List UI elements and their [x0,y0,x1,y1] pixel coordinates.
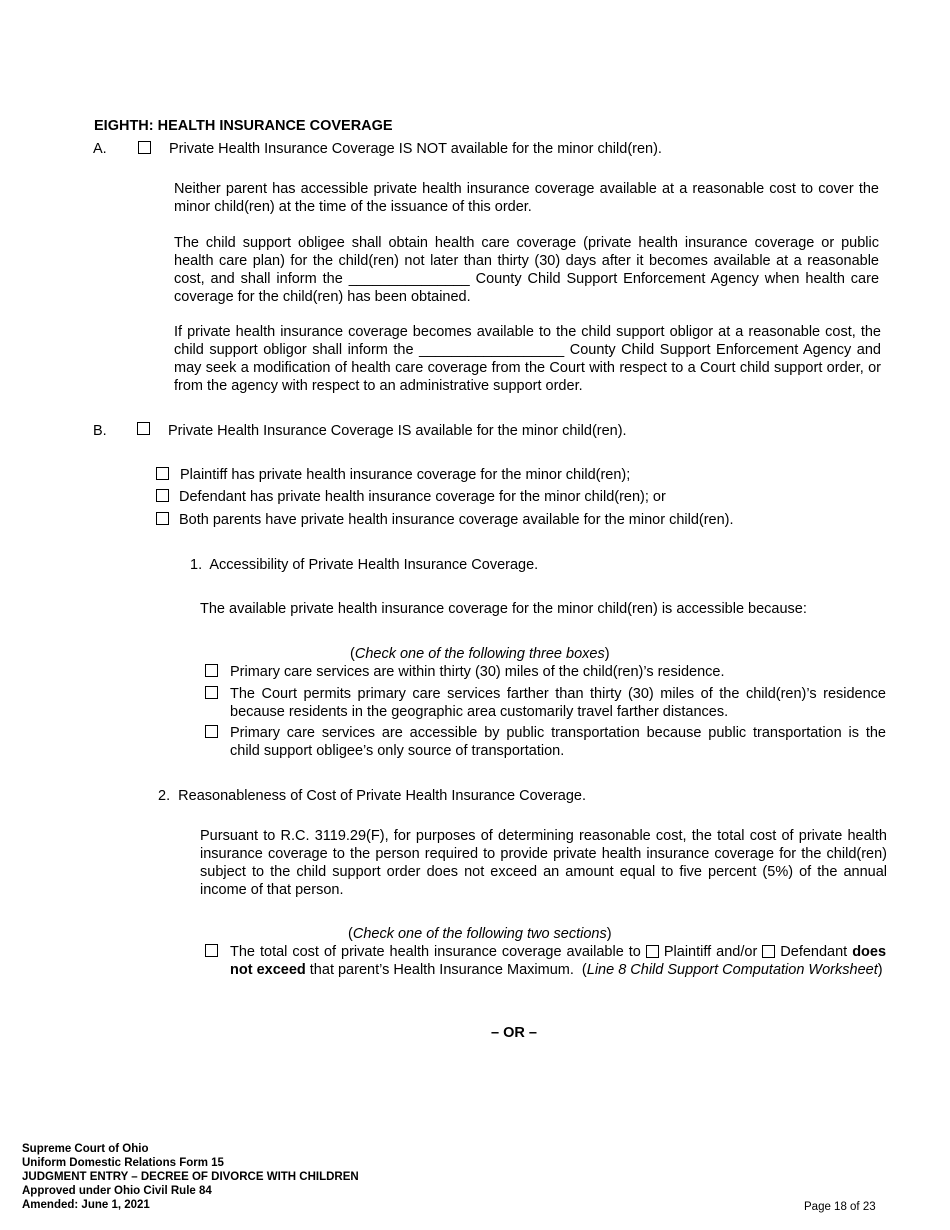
item-1-heading [190,556,538,574]
item-2-para: Pursuant to R.C. 3119.29(F), for purposes of determining reasonable cost, the total cost of private health insurance coverage to the person required to provide private health insurance coverage for the child(ren) subject to the child support order does not exceed an amount equal to five percent (5%) of the annual income of that person. [200,828,887,898]
part-b-label: Private Health Insurance Coverage IS available for the minor child(ren). [168,423,627,439]
part-a-para-2-text-post: County Child Support Enforcement Agency when health care coverage for the child(ren) has been obtained. [174,271,880,305]
part-a-para-3-text-post: County Child Support Enforcement Agency and may seek a modification of health care coverage from the Court with respect to a Court child support order, or from the agency with respect to an administrative support order. [174,342,881,394]
accessibility-choice-2-label: The Court permits primary care services farther than thirty (30) miles of the child(ren)’s residence because residents in the geographic area customarily travel farther distances. [230,686,886,720]
defendant-coverage-label: Defendant has private health insurance coverage for the minor child(ren); or [179,489,666,505]
accessibility-choice-2-checkbox[interactable] [205,686,218,699]
part-a-para-1: Neither parent has accessible private health insurance coverage available at a reasonable cost to cover the minor child(ren) at the time of the issuance of this order. [174,181,879,215]
cost-choice-text-pre: The total cost of private health insurance coverage available to [230,944,641,960]
part-a-label: Private Health Insurance Coverage IS NOT available for the minor child(ren). [169,141,662,157]
cost-bold-text: does not exceed [230,944,887,978]
accessibility-choice-1-checkbox[interactable] [205,664,218,677]
part-b-letter: B. [93,423,107,439]
item-1-instruction: (Check one of the following three boxes) [350,646,610,662]
footer-line-4: Approved under Ohio Civil Rule 84 [22,1185,212,1197]
footer-line-2: Uniform Domestic Relations Form 15 [22,1157,224,1169]
part-a-para-3 [174,323,881,395]
county-blank-2[interactable]: __________________ [419,342,565,358]
part-a-checkbox[interactable] [138,141,151,154]
page-number: Page 18 of 23 [804,1201,876,1213]
item-2-instruction-text: Check one of the following two sections [352,926,607,942]
part-b-checkbox[interactable] [137,422,150,435]
cost-plaintiff-label: Plaintiff and/or [663,944,758,960]
footer-line-3: JUDGMENT ENTRY – DECREE OF DIVORCE WITH CHILDREN [22,1171,359,1183]
both-parents-coverage-checkbox[interactable] [156,512,169,525]
part-a-para-3-text-pre: If private health insurance coverage becomes available to the child support obligor at a reasonable cost, the child support obligor shall inform the [174,324,881,358]
cost-defendant-label: Defendant [780,944,848,960]
cost-choice-checkbox[interactable] [205,944,218,957]
part-a-para-2-text-pre: The child support obligee shall obtain health care coverage (private health insurance coverage or public health care plan) for the child(ren) not later than thirty (30) days after it becomes available at a reasonable cost, and shall inform the [174,235,879,287]
plaintiff-coverage-checkbox[interactable] [156,467,169,480]
part-a-para-2 [174,234,879,306]
cost-choice-reference: Line 8 Child Support Computation Worksheet [586,962,878,978]
plaintiff-coverage-label: Plaintiff has private health insurance coverage for the minor child(ren); [180,467,631,483]
cost-choice-text-mid: that parent’s Health Insurance Maximum. [309,962,574,978]
both-parents-coverage-label: Both parents have private health insurance coverage available for the minor child(ren). [179,512,734,528]
defendant-coverage-checkbox[interactable] [156,489,169,502]
part-a-letter: A. [93,141,107,157]
item-1-title: Accessibility of Private Health Insurance Coverage. [209,557,539,573]
accessibility-choice-1-label: Primary care services are within thirty (30) miles of the child(ren)’s residence. [230,664,725,680]
cost-plaintiff-checkbox[interactable] [646,945,659,958]
county-blank-1[interactable]: _______________ [348,271,470,287]
item-2-number: 2. [158,788,171,804]
accessibility-choice-3-label: Primary care services are accessible by public transportation because public transportation is the child support obligee’s only source of transportation. [230,725,886,759]
section-heading: EIGHTH: HEALTH INSURANCE COVERAGE [94,118,393,134]
item-2-heading [158,787,586,805]
or-separator: – OR – [491,1025,537,1041]
cost-choice-label: The total cost of private health insurance coverage available to Plaintiff and/or Defendant does not exceed that parent’s Health Insurance Maximum. (Line 8 Child Support Computation Worksheet) [230,944,887,978]
item-1-instruction-text: Check one of the following three boxes [354,646,605,662]
item-2-instruction: (Check one of the following two sections) [348,926,612,942]
accessibility-choice-3-checkbox[interactable] [205,725,218,738]
footer-line-1: Supreme Court of Ohio [22,1143,149,1155]
item-2-title: Reasonableness of Cost of Private Health Insurance Coverage. [178,788,586,804]
footer-line-5: Amended: June 1, 2021 [22,1199,150,1211]
item-1-number: 1. [190,557,203,573]
item-1-intro: The available private health insurance coverage for the minor child(ren) is accessible because: [200,601,807,617]
footer-block [22,1142,359,1212]
cost-defendant-checkbox[interactable] [762,945,775,958]
